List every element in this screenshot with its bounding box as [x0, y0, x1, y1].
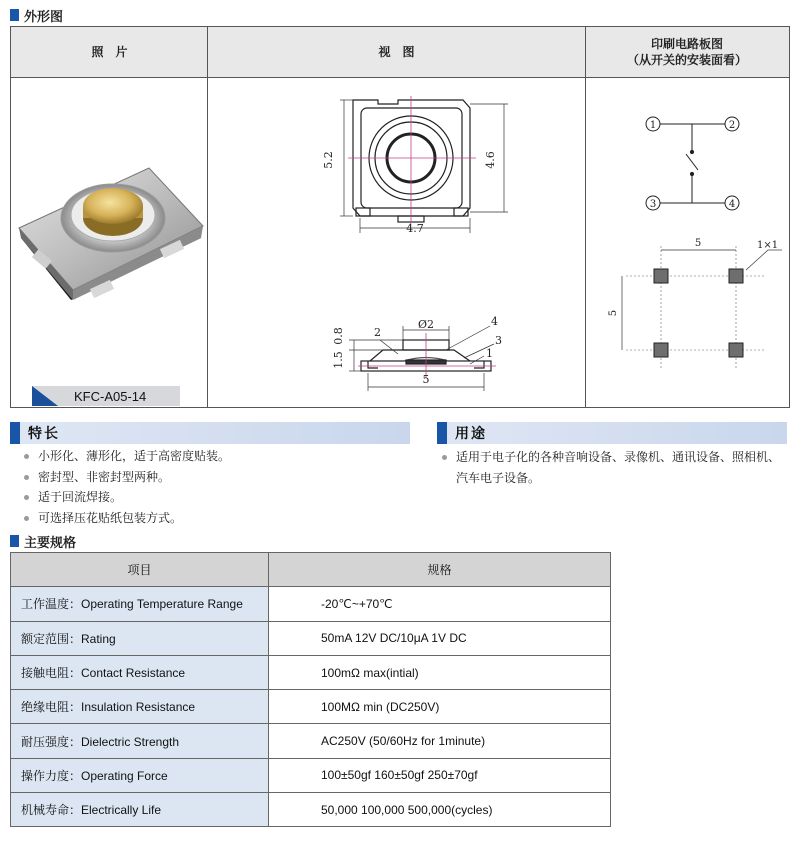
table-row [11, 690, 611, 724]
table-row [11, 655, 611, 689]
outline-table [10, 26, 790, 408]
pin-label-2: 2 [728, 120, 736, 131]
spec-item: 绝缘电阻：Insulation Resistance [11, 690, 269, 724]
dimension-drawing [208, 78, 585, 408]
pad-spacing-left: 5 [608, 309, 619, 317]
part-label-4: 4 [491, 315, 498, 328]
feature-item: 密封型、非密封型两种。 [20, 467, 230, 488]
part-label-1: 1 [486, 347, 493, 360]
feature-item: 可选择压花贴纸包装方式。 [20, 508, 230, 529]
spec-value: 100mΩ max(intial) [269, 655, 611, 689]
spec-item: 耐压强度：Dielectric Strength [11, 724, 269, 758]
features-bar [10, 422, 410, 444]
table-row [11, 587, 611, 621]
pad-size-label: 1×1 [757, 240, 779, 251]
features-title: 特长 [28, 426, 60, 442]
spec-table [10, 552, 611, 827]
pcb-header-line2: （从开关的安装面看） [626, 53, 747, 67]
features-marker-icon [10, 422, 20, 444]
dim-side-15: 1.5 [332, 351, 345, 369]
model-tag-accent [32, 386, 58, 406]
spec-value: -20℃~+70℃ [269, 587, 611, 621]
feature-item: 适于回流焊接。 [20, 487, 230, 508]
photo-cell [11, 78, 207, 407]
top-view-drawing [353, 100, 470, 222]
spec-item: 机械寿命：Electrically Life [11, 793, 269, 827]
model-number-label: KFC-A05-14 [32, 386, 180, 406]
spec-item: 工作温度：Operating Temperature Range [11, 587, 269, 621]
view-column-header: 视 图 [208, 27, 585, 78]
spec-header-item: 项目 [11, 553, 269, 587]
applications-marker-icon [437, 422, 447, 444]
spec-value: 50mA 12V DC/10μA 1V DC [269, 621, 611, 655]
dim-top-height: 5.2 [322, 151, 335, 169]
switch-photo-image [11, 78, 207, 408]
spec-item: 操作力度：Operating Force [11, 758, 269, 792]
feature-item: 小形化、薄形化，适于高密度贴装。 [20, 446, 230, 467]
spec-value: 50,000 100,000 500,000(cycles) [269, 793, 611, 827]
pin-label-1: 1 [649, 120, 657, 131]
table-row [11, 724, 611, 758]
applications-text: 适用于电子化的各种音响设备、录像机、通讯设备、照相机、汽车电子设备。 [456, 450, 781, 485]
table-row [11, 621, 611, 655]
specs-section-title: 主要规格 [24, 535, 77, 551]
pcb-cell [586, 78, 789, 407]
pad-layout [622, 246, 782, 368]
features-list [20, 446, 230, 528]
spec-value: 100MΩ min (DC250V) [269, 690, 611, 724]
specs-section-heading [10, 531, 76, 551]
pcb-diagram [586, 78, 789, 408]
part-label-3: 3 [495, 334, 502, 347]
applications-title: 用途 [455, 426, 487, 442]
part-label-2: 2 [374, 326, 381, 339]
table-row [11, 793, 611, 827]
table-row [11, 758, 611, 792]
dim-side-width: 5 [422, 373, 430, 386]
pin-label-4: 4 [728, 199, 736, 210]
dim-top-right: 4.6 [484, 151, 497, 169]
outline-section-title: 外形图 [24, 9, 64, 25]
photo-column-header: 照 片 [11, 27, 208, 78]
dim-side-diameter: Ø2 [417, 318, 435, 331]
spec-item: 接触电阻：Contact Resistance [11, 655, 269, 689]
circuit-schematic [646, 117, 739, 210]
pcb-column-header [585, 27, 789, 78]
pcb-header-line1: 印刷电路板图 [650, 37, 723, 51]
dim-side-08: 0.8 [332, 327, 345, 345]
pin-label-3: 3 [649, 199, 657, 210]
dim-top-width: 4.7 [406, 222, 424, 235]
pad-spacing-top: 5 [694, 238, 702, 249]
outline-section-heading [10, 5, 63, 25]
spec-item: 额定范围：Rating [11, 621, 269, 655]
section-marker-icon [10, 535, 19, 547]
section-marker-icon [10, 9, 19, 21]
view-cell [208, 78, 585, 407]
spec-header-spec: 规格 [269, 553, 611, 587]
spec-value: 100±50gf 160±50gf 250±70gf [269, 758, 611, 792]
spec-value: AC250V (50/60Hz for 1minute) [269, 724, 611, 758]
applications-bar [437, 422, 787, 444]
